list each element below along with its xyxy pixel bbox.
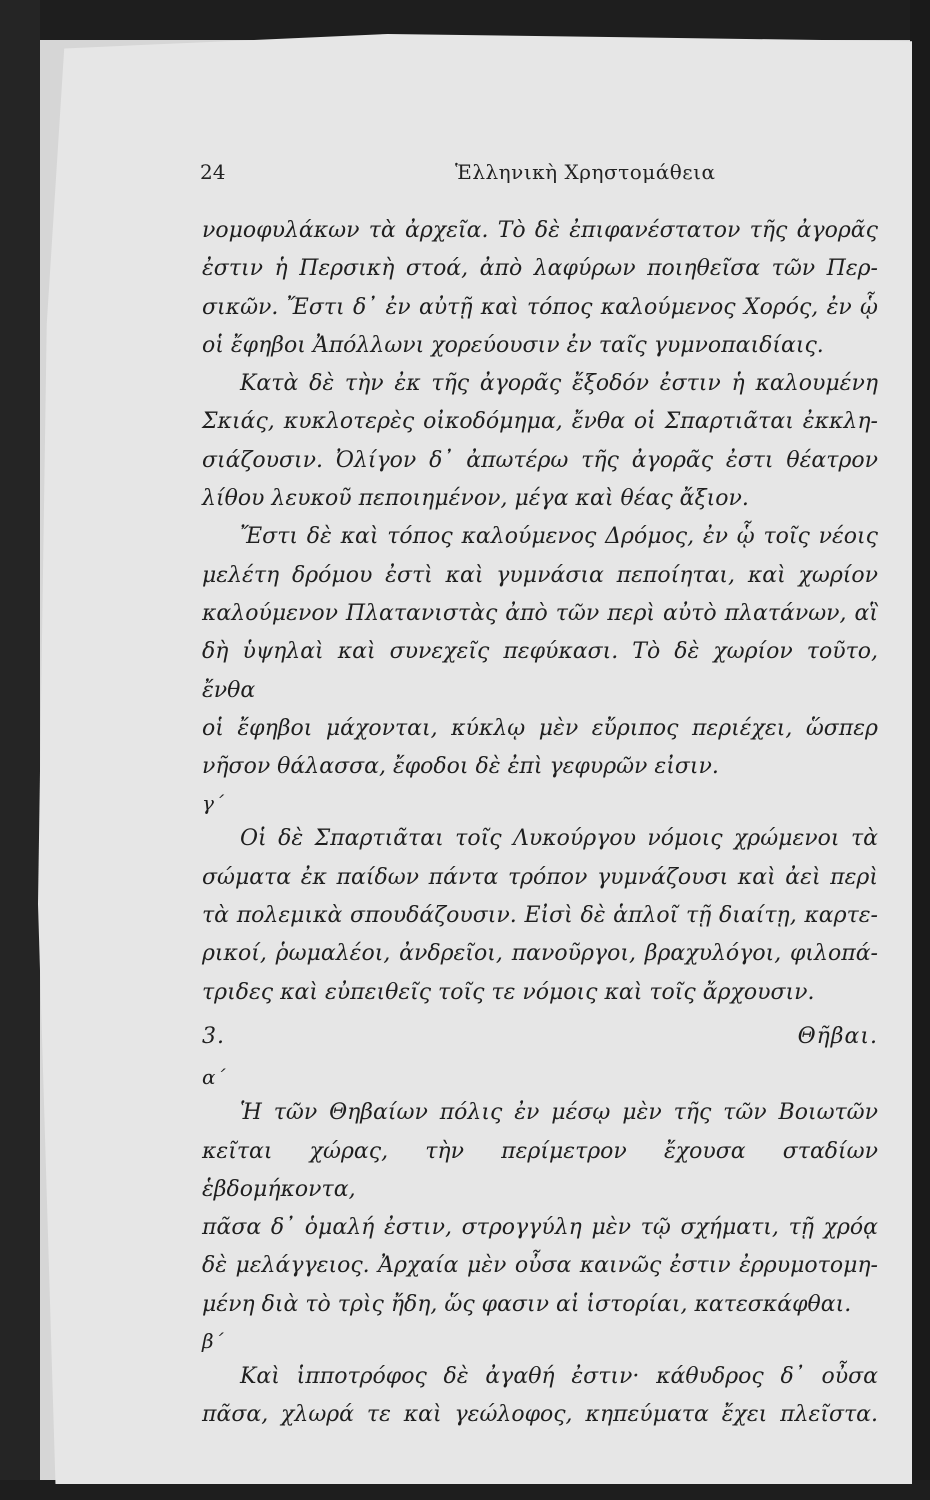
text-line: ρικοί, ῥωμαλέοι, ἀνδρεῖοι, πανοῦργοι, βραχυλόγοι, φιλοπά- — [202, 941, 878, 967]
text-line: σώματα ἐκ παίδων πάντα τρόπον γυμνάζουσι καὶ ἀεὶ περὶ — [202, 864, 878, 890]
page-header — [200, 160, 900, 190]
scan-margin-top — [0, 0, 930, 40]
body-text — [202, 212, 878, 1435]
text-line: οἱ ἔφηβοι Ἀπόλλωνι χορεύουσιν ἐν ταῖς γυμνοπαιδίαις. — [202, 332, 824, 358]
paragraph-3 — [202, 518, 878, 786]
text-line: Σκιάς, κυκλοτερὲς οἰκοδόμημα, ἔνθα οἱ Σπαρτιᾶται ἐκκλη- — [202, 409, 878, 435]
page-number: 24 — [200, 160, 226, 184]
section-mark-beta: β´ — [202, 1329, 224, 1354]
section-mark-gamma: γ´ — [202, 791, 224, 816]
text-line: Κατὰ δὲ τὴν ἐκ τῆς ἀγορᾶς ἔξοδόν ἐστιν ἡ καλουμένη — [240, 371, 878, 397]
text-line: νομοφυλάκων τὰ ἀρχεῖα. Τὸ δὲ ἐπιφανέστατον τῆς ἀγορᾶς — [202, 218, 878, 243]
paragraph-4 — [202, 820, 878, 1011]
text-line: δὴ ὑψηλαὶ καὶ συνεχεῖς πεφύκασι. Τὸ δὲ χωρίον τοῦτο, ἔνθα — [202, 639, 878, 703]
text-line: σιάζουσιν. Ὀλίγον δ᾽ ἀπωτέρω τῆς ἀγορᾶς ἐστι θέατρον — [202, 447, 878, 473]
text-line: πᾶσα δ᾽ ὁμαλή ἐστιν, στρογγύλη μὲν τῷ σχήματι, τῇ χρόᾳ — [202, 1215, 878, 1241]
text-line: πᾶσα, χλωρά τε καὶ γεώλοφος, κηπεύματα ἔχει πλεῖστα. — [202, 1402, 878, 1428]
text-line: σικῶν. Ἔστι δ᾽ ἐν αὐτῇ καὶ τόπος καλούμενος Χορός, ἐν ᾧ — [202, 294, 878, 320]
text-line: κεῖται χώρας, τὴν περίμετρον ἔχουσα σταδίων ἑβδομήκοντα, — [202, 1138, 878, 1202]
paragraph-1 — [202, 212, 878, 365]
text-line: Ἡ τῶν Θηβαίων πόλις ἐν μέσῳ μὲν τῆς τῶν Βοιωτῶν — [240, 1100, 878, 1126]
text-line: Οἱ δὲ Σπαρτιᾶται τοῖς Λυκούργου νόμοις χρώμενοι τὰ — [240, 826, 878, 852]
text-line: Καὶ ἱπποτρόφος δὲ ἀγαθή ἐστιν· κάθυδρος δ᾽ οὖσα — [240, 1364, 878, 1390]
section-heading: 3. Θῆβαι. — [202, 1023, 878, 1049]
text-line: τριδες καὶ εὐπειθεῖς τοῖς τε νόμοις καὶ τοῖς ἄρχουσιν. — [202, 979, 815, 1005]
paragraph-6 — [202, 1358, 878, 1435]
text-line: Ἔστι δὲ καὶ τόπος καλούμενος Δρόμος, ἐν ᾧ τοῖς νέοις — [240, 524, 878, 550]
text-line: δὲ μελάγγειος. Ἀρχαία μὲν οὖσα καινῶς ἐστιν ἐρρυμοτομη- — [202, 1253, 878, 1279]
text-line: μελέτη δρόμου ἐστὶ καὶ γυμνάσια πεποίηται, καὶ χωρίον — [202, 562, 878, 588]
paragraph-2 — [202, 365, 878, 518]
text-line: καλούμενον Πλατανιστὰς ἀπὸ τῶν περὶ αὐτὸ πλατάνων, αἳ — [202, 600, 878, 626]
section-mark-alpha: α´ — [202, 1065, 226, 1090]
text-line: νῆσον θάλασσα, ἔφοδοι δὲ ἐπὶ γεφυρῶν εἰσιν. — [202, 754, 719, 780]
scan-margin-left — [0, 0, 40, 1500]
text-line: τὰ πολεμικὰ σπουδάζουσιν. Εἰσὶ δὲ ἁπλοῖ τῇ διαίτῃ, καρτε- — [202, 903, 878, 929]
text-line: λίθου λευκοῦ πεποιημένον, μέγα καὶ θέας ἄξιον. — [202, 486, 749, 512]
paragraph-5 — [202, 1094, 878, 1324]
text-line: οἱ ἔφηβοι μάχονται, κύκλῳ μὲν εὔριπος περιέχει, ὥσπερ — [202, 715, 878, 741]
scan-margin-right — [910, 0, 930, 1500]
text-line: ἐστιν ἡ Περσικὴ στοά, ἀπὸ λαφύρων ποιηθεῖσα τῶν Περ- — [202, 256, 878, 282]
running-title: Ἑλληνικὴ Χρηστομάθεια — [455, 160, 716, 184]
text-line: μένη διὰ τὸ τρὶς ἤδη, ὥς φασιν αἱ ἱστορίαι, κατεσκάφθαι. — [202, 1291, 852, 1317]
